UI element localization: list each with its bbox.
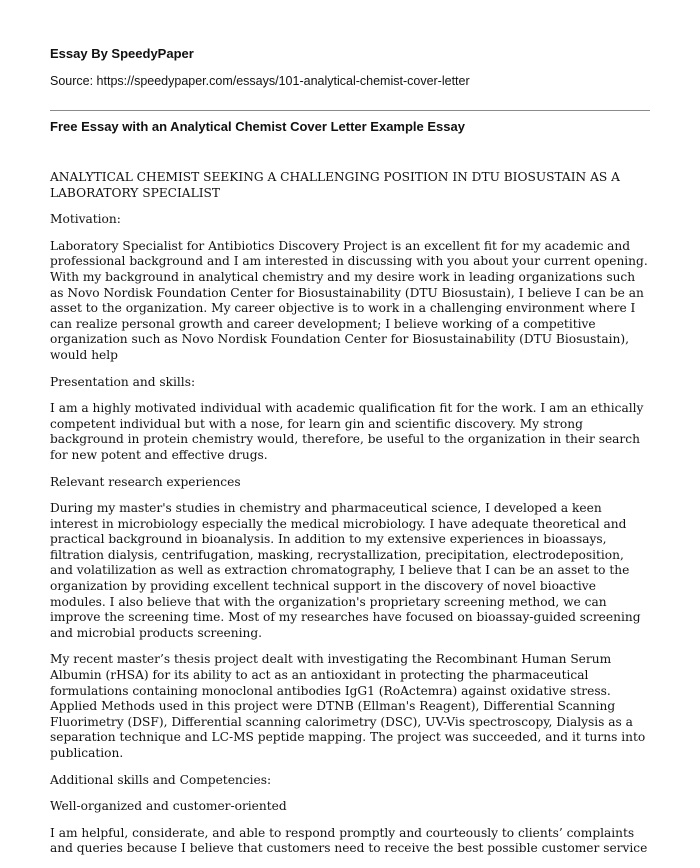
paragraph-presentation: I am a highly motivated individual with academic qualification fit for the work. I am an ethically competent individual but with a nose, for learn gin and scientific discovery. My strong background in protein chemistry would, therefore, be useful to the organization in their search for new potent and effective drugs. [50,401,644,462]
paragraph-research: During my master's studies in chemistry and pharmaceutical science, I developed a keen interest in microbiology especially the medical microbiology. I have adequate theoretical and practical background in bioanalysis. In addition to my extensive experiences in bioassays, filtration dialysis, centrifugation, masking, recrystallization, precipitation, electrodeposition, and volatilization as well as extraction chromatography, I believe that I can be an asset to the organization by providing excellent technical support in the discovery of novel bioactive modules. I also believe that with the organization's proprietary screening method, we can improve the screening time. Most of my researches have focused on bioassay-guided screening and microbial products screening. [50,501,641,640]
header-divider [50,110,650,111]
section-label-skills: Additional skills and Competencies: [50,772,272,787]
paragraph-thesis: My recent master’s thesis project dealt with investigating the Recombinant Human Serum Albumin (rHSA) for its ability to act as an antioxidant in protecting the pharmaceutical formulations containing monoclonal antibodies IgG1 (RoActemra) against oxidative stress. Applied Methods used in this project were DTNB (Ellman's Reagent), Differential Scanning Fluorimetry (DSF), Differential scanning calorimetry (DSC), UV-Vis spectroscopy, Dialysis as a separation technique and LC-MS peptide mapping. The project was succeeded, and it turns into publication. [50,652,646,760]
essay-body [50,170,650,868]
source-link[interactable]: Source: https://speedypaper.com/essays/101-analytical-chemist-cover-letter [50,74,470,88]
paragraph-customer: I am helpful, considerate, and able to respond promptly and courteously to clients’ complaints and queries because I believe that customers need to receive the best possible customer service [50,825,648,856]
section-label-motivation: Motivation: [50,212,121,227]
essay-title: Free Essay with an Analytical Chemist Cover Letter Example Essay [50,119,465,134]
section-label-presentation: Presentation and skills: [50,374,196,389]
subsection-label-customer: Well-organized and customer-oriented [50,799,287,814]
publisher-title: Essay By SpeedyPaper [50,46,194,61]
essay-heading: ANALYTICAL CHEMIST SEEKING A CHALLENGING POSITION IN DTU BIOSUSTAIN AS A LABORATORY SPECIALIST [50,170,620,200]
paragraph-motivation: Laboratory Specialist for Antibiotics Discovery Project is an excellent fit for my academic and professional background and I am interested in discussing with you about your current opening. With my background in analytical chemistry and my desire work in leading organizations such as Novo Nordisk Foundation Center for Biosustainability (DTU Biosustain), I believe I can be an asset to the organization. My career objective is to work in a challenging environment where I can realize personal growth and career development; I believe working of a competitive organization such as Novo Nordisk Foundation Center for Biosustainability (DTU Biosustain), would help [50,238,648,362]
section-label-research: Relevant research experiences [50,474,241,489]
